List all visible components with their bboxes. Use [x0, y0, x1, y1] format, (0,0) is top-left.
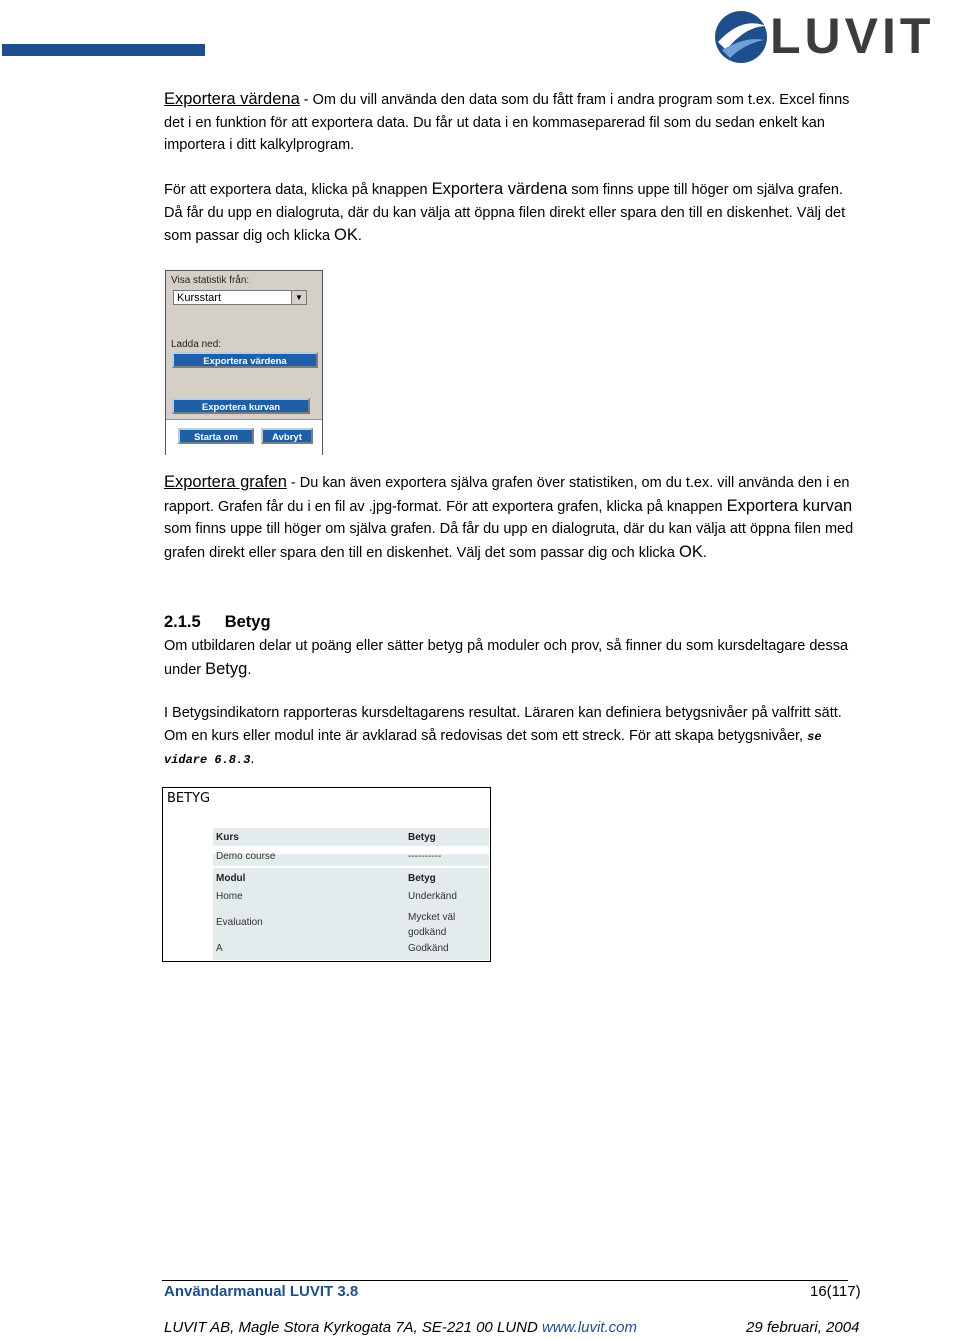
grade-table-title: BETYG	[167, 791, 211, 806]
instr-text-a: För att exportera data, klicka på knappen	[164, 182, 432, 198]
grade-indicator-text: I Betygsindikatorn rapporteras kursdeltagarens resultat. Läraren kan definiera betygsnivåer på valfritt sätt. Om en kurs eller modul inte är avklarad så redovisas det som ett streck. För att skapa betygsnivåer,	[164, 705, 842, 744]
footer-address	[164, 1319, 637, 1336]
table-row-grade: Mycket väl godkänd	[408, 912, 456, 938]
export-values-paragraph	[164, 88, 864, 157]
export-values-button-ref: Exportera värdena	[431, 180, 568, 198]
grade-indicator-paragraph	[164, 702, 864, 772]
website-link[interactable]: www.luvit.com	[541, 1319, 637, 1336]
export-dialog	[165, 270, 323, 455]
instr-end: .	[357, 228, 362, 244]
grade-indicator-end: .	[250, 751, 255, 767]
instr-text-b: som finns uppe till höger om själva grafen. Då får du upp en dialogruta, där du kan välja att öppna filen direkt eller spara den till en diskenhet. Välj det som passar dig och klicka	[164, 182, 846, 244]
export-values-heading: Exportera värdena	[164, 90, 300, 108]
ok-ref-2: OK	[679, 542, 703, 561]
course-grade: ----------	[408, 851, 442, 862]
ok-ref: OK	[334, 226, 358, 244]
graph-text-2: som finns uppe till höger om själva grafen. Då får du upp en dialogruta, där du kan välja att öppna filen med grafen direkt eller spara den till en diskenhet. Välj det som passar dig och klicka	[164, 521, 854, 561]
chevron-down-icon[interactable]: ▼	[291, 291, 306, 304]
export-values-button[interactable]: Exportera värdena	[172, 352, 318, 368]
export-curve-button[interactable]: Exportera kurvan	[172, 398, 310, 414]
download-label: Ladda ned:	[171, 339, 222, 350]
grades-intro	[164, 635, 864, 681]
grades-link: Betyg	[205, 659, 248, 678]
footer-title: Användarmanual LUVIT 3.8	[164, 1283, 359, 1300]
export-values-text: - Om du vill använda den data som du fått fram i andra program som t.ex. Excel finns det i en funktion för att exportera data. Du får ut data i en kommaseparerad fil som du sedan enkelt kan importera i ditt kalkylprogram.	[164, 92, 850, 153]
graph-text-1: - Du kan även exportera själva grafen över statistiken, om du t.ex. vill använda den i en rapport. Grafen får du i en fil av .jpg-format. För att exportera grafen, klicka på knappen	[164, 475, 850, 515]
page-number: 16(117)	[810, 1283, 861, 1300]
section-number: 2.1.5	[164, 613, 201, 631]
logo-text: LUVIT	[770, 8, 935, 64]
header-bar	[2, 44, 205, 56]
address-text: LUVIT AB, Magle Stora Kyrkogata 7A, SE-221 00 LUND	[164, 1319, 542, 1336]
table-row-module: Home	[216, 891, 243, 902]
cancel-button[interactable]: Avbryt	[261, 428, 313, 444]
table-row-grade: Godkänd	[408, 943, 449, 954]
export-graph-heading: Exportera grafen	[164, 473, 287, 491]
graph-end: .	[702, 544, 707, 561]
table-row-module: Evaluation	[216, 917, 263, 928]
restart-button[interactable]: Starta om	[178, 428, 254, 444]
footer-date: 29 februari, 2004	[746, 1319, 860, 1336]
table-row-module: A	[216, 943, 223, 954]
export-graph-paragraph	[164, 471, 864, 564]
grade-header: Betyg	[408, 832, 436, 843]
section-heading	[164, 613, 271, 632]
stats-label: Visa statistik från:	[171, 275, 250, 286]
course-name: Demo course	[216, 851, 276, 862]
dialog-button-bar	[166, 419, 322, 455]
module-grade-header: Betyg	[408, 873, 436, 884]
module-header: Modul	[216, 873, 246, 884]
stats-select[interactable]	[173, 290, 307, 305]
grades-intro-end: .	[247, 661, 252, 678]
see-more-ref: se vidare 6.8.3	[164, 729, 822, 767]
select-value: Kursstart	[177, 292, 222, 304]
footer-divider	[162, 1280, 848, 1281]
table-row-grade: Underkänd	[408, 891, 457, 902]
export-values-instructions	[164, 178, 864, 248]
export-curve-button-ref: Exportera kurvan	[726, 496, 853, 515]
course-header: Kurs	[216, 832, 239, 843]
grade-table	[162, 787, 491, 962]
spacer	[213, 866, 489, 868]
grades-intro-text: Om utbildaren delar ut poäng eller sätter betyg på moduler och prov, så finner du som kursdeltagare dessa under	[164, 638, 849, 678]
section-title: Betyg	[224, 613, 271, 631]
